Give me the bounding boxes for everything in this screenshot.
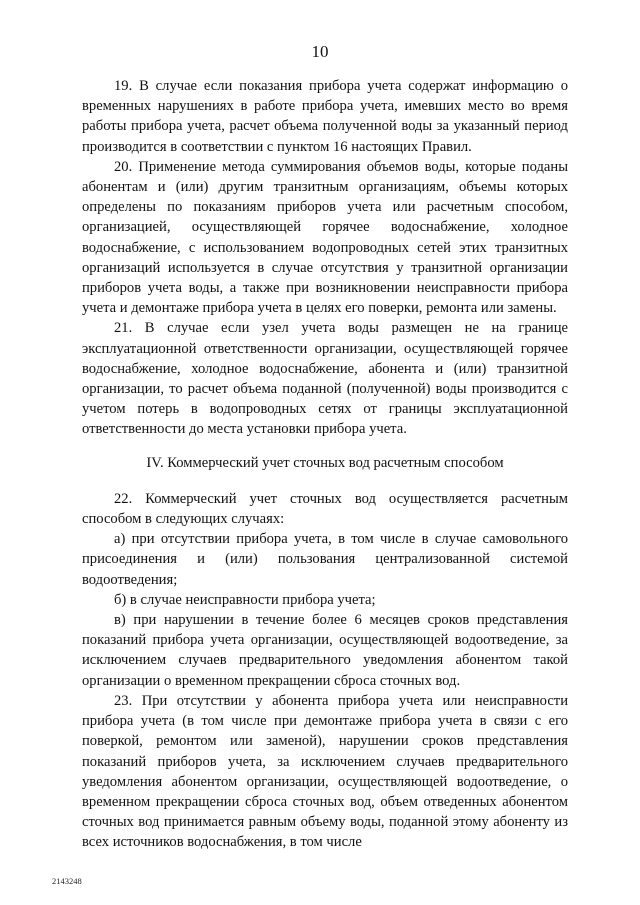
list-item-a: а) при отсутствии прибора учета, в том числе в случае самовольного присоединения и (или) пользования централизованной системой водоотведения; xyxy=(82,531,568,588)
paragraph-21: 21. В случае если узел учета воды размещен не на границе эксплуатационной ответственности организации, осуществляющей горячее водоснабжение, холодное водоснабжение, абонента и (или) транзитной организации, то расчет объема поданной (полученной) воды производится с учетом потерь в водопроводных сетях от границы эксплуатационной ответственности до места установки прибора учета. xyxy=(82,320,568,438)
document-id: 2143248 xyxy=(52,876,82,886)
list-item-b: б) в случае неисправности прибора учета; xyxy=(114,591,376,608)
section-heading: IV. Коммерческий учет сточных вод расчетным способом xyxy=(146,454,504,471)
page-number: 10 xyxy=(311,42,329,61)
paragraph-20: 20. Применение метода суммирования объемов воды, которые поданы абонентам и (или) другим транзитным организациям, объемы которых определены по показаниям приборов учета или расчетным способом, организацией, осуществляющей горячее водоснабжение, холодное водоснабжение, с использованием водопроводных сетей этих транзитных организаций используется в случае отсутствия у транзитной организации приборов учета воды, а также при возникновении неисправности прибора учета и демонтаже прибора учета в целях его поверки, ремонта или замены. xyxy=(82,158,568,317)
paragraph-22: 22. Коммерческий учет сточных вод осуществляется расчетным способом в следующих случаях: xyxy=(82,490,568,528)
paragraph-19: 19. В случае если показания прибора учета содержат информацию о временных нарушениях в работе прибора учета, имевших место во время работы прибора учета, расчет объема полученной воды за указанный период производится в соответствии с пунктом 16 настоящих Правил. xyxy=(82,78,568,155)
list-item-v: в) при нарушении в течение более 6 месяцев сроков представления показаний прибора учета организации, осуществляющей водоотведение, за исключением случаев предварительного уведомления абонентом такой организации о временном прекращении сброса сточных вод. xyxy=(82,612,568,689)
paragraph-23: 23. При отсутствии у абонента прибора учета или неисправности прибора учета (в том числе при демонтаже прибора учета в связи с его поверкой, ремонтом или заменой), нарушении сроков представления показаний приборов учета, за исключением случаев предварительного уведомления абонентом организации, осуществляющей водоотведение, о временном прекращении сброса сточных вод, объем отведенных абонентом сточных вод принимается равным объему воды, поданной этому абоненту из всех источников водоснабжения, в том числе xyxy=(82,692,568,851)
document-body xyxy=(82,76,568,853)
